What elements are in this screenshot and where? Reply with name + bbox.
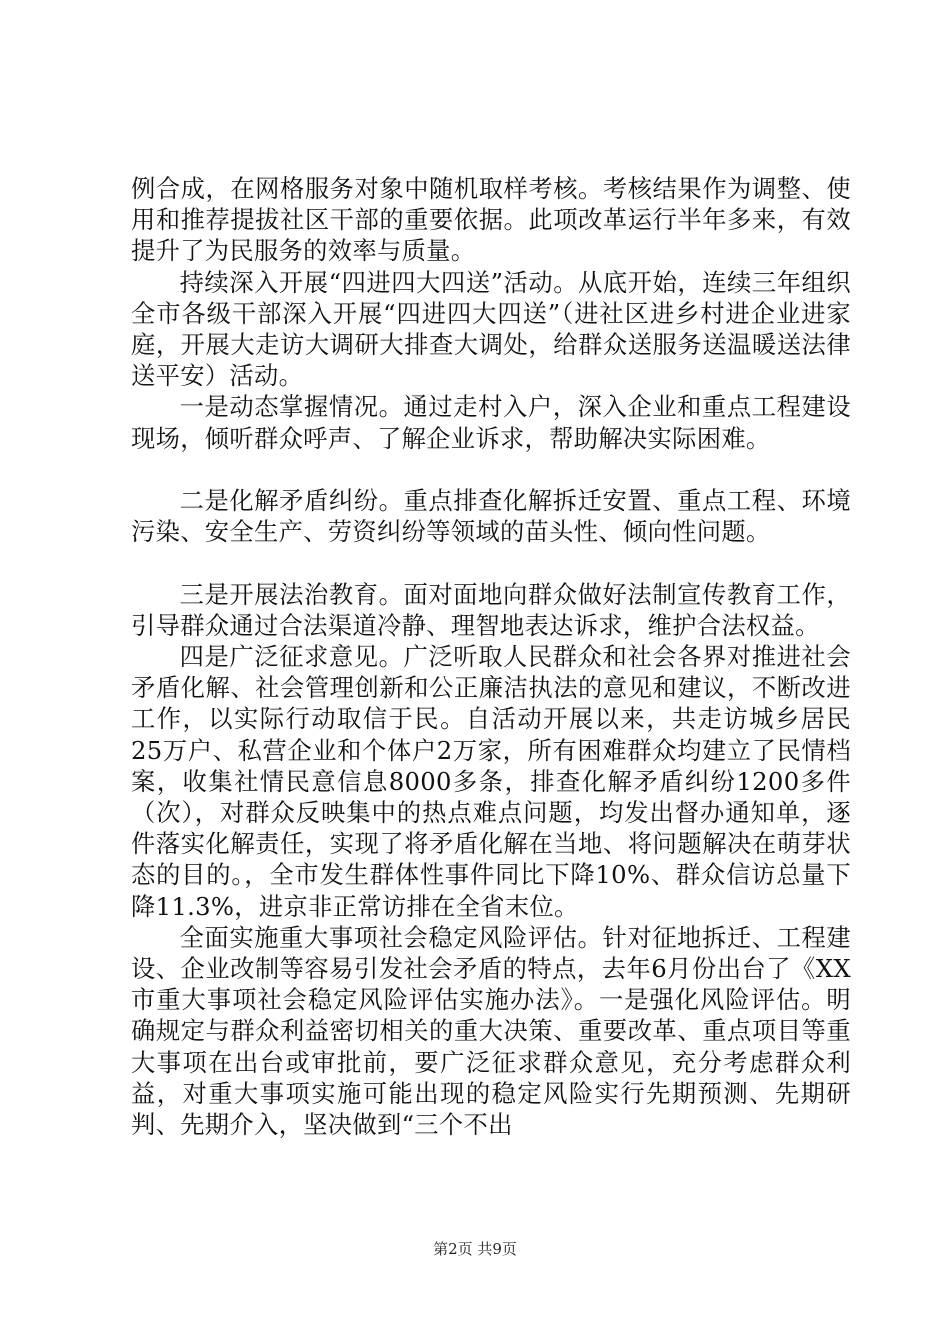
paragraph-four-visits-activity: 持续深入开展“四进四大四送”活动。从底开始，连续三年组织全市各级干部深入开展“四进四大四送”（进社区进乡村进企业进家庭，开展大走访大调研大排查大调处，给群众送服务送温暖送法律送平安）活动。	[131, 267, 851, 391]
document-body	[131, 173, 851, 1140]
paragraph-continued: 例合成，在网格服务对象中随机取样考核。考核结果作为调整、使用和推荐提拔社区干部的重要依据。此项改革运行半年多来，有效提升了为民服务的效率与质量。	[131, 174, 851, 266]
paragraph-risk-assessment: 全面实施重大事项社会稳定风险评估。针对征地拆迁、工程建设、企业改制等容易引发社会矛盾的特点，去年6月份出台了《XX市重大事项社会稳定风险评估实施办法》。一是强化风险评估。明确规定与群众利益密切相关的重大决策、重要改革、重点项目等重大事项在出台或审批前，要广泛征求群众意见，充分考虑群众利益，对重大事项实施可能出现的稳定风险实行先期预测、先期研判、先期介入，坚决做到“三个不出	[131, 922, 851, 1140]
paragraph-point-two: 二是化解矛盾纠纷。重点排查化解拆迁安置、重点工程、环境污染、安全生产、劳资纠纷等领域的苗头性、倾向性问题。	[131, 486, 851, 547]
paragraph-point-four: 四是广泛征求意见。广泛听取人民群众和社会各界对推进社会矛盾化解、社会管理创新和公正廉洁执法的意见和建议，不断改进工作，以实际行动取信于民。自活动开展以来，共走访城乡居民25万户、私营企业和个体户2万家，所有困难群众均建立了民情档案，收集社情民意信息8000多条，排查化解矛盾纠纷1200多件（次），对群众反映集中的热点难点问题，均发出督办通知单，逐件落实化解责任，实现了将矛盾化解在当地、将问题解决在萌芽状态的目的。，全市发生群体性事件同比下降10%、群众信访总量下降11.3%，进京非正常访排在全省末位。	[131, 642, 851, 921]
paragraph-point-one: 一是动态掌握情况。通过走村入户，深入企业和重点工程建设现场，倾听群众呼声、了解企业诉求，帮助解决实际困难。	[131, 392, 851, 453]
paragraph-point-three: 三是开展法治教育。面对面地向群众做好法制宣传教育工作，引导群众通过合法渠道冷静、理智地表达诉求，维护合法权益。	[131, 579, 851, 640]
page-number-footer: 第2页 共9页	[433, 1240, 517, 1258]
